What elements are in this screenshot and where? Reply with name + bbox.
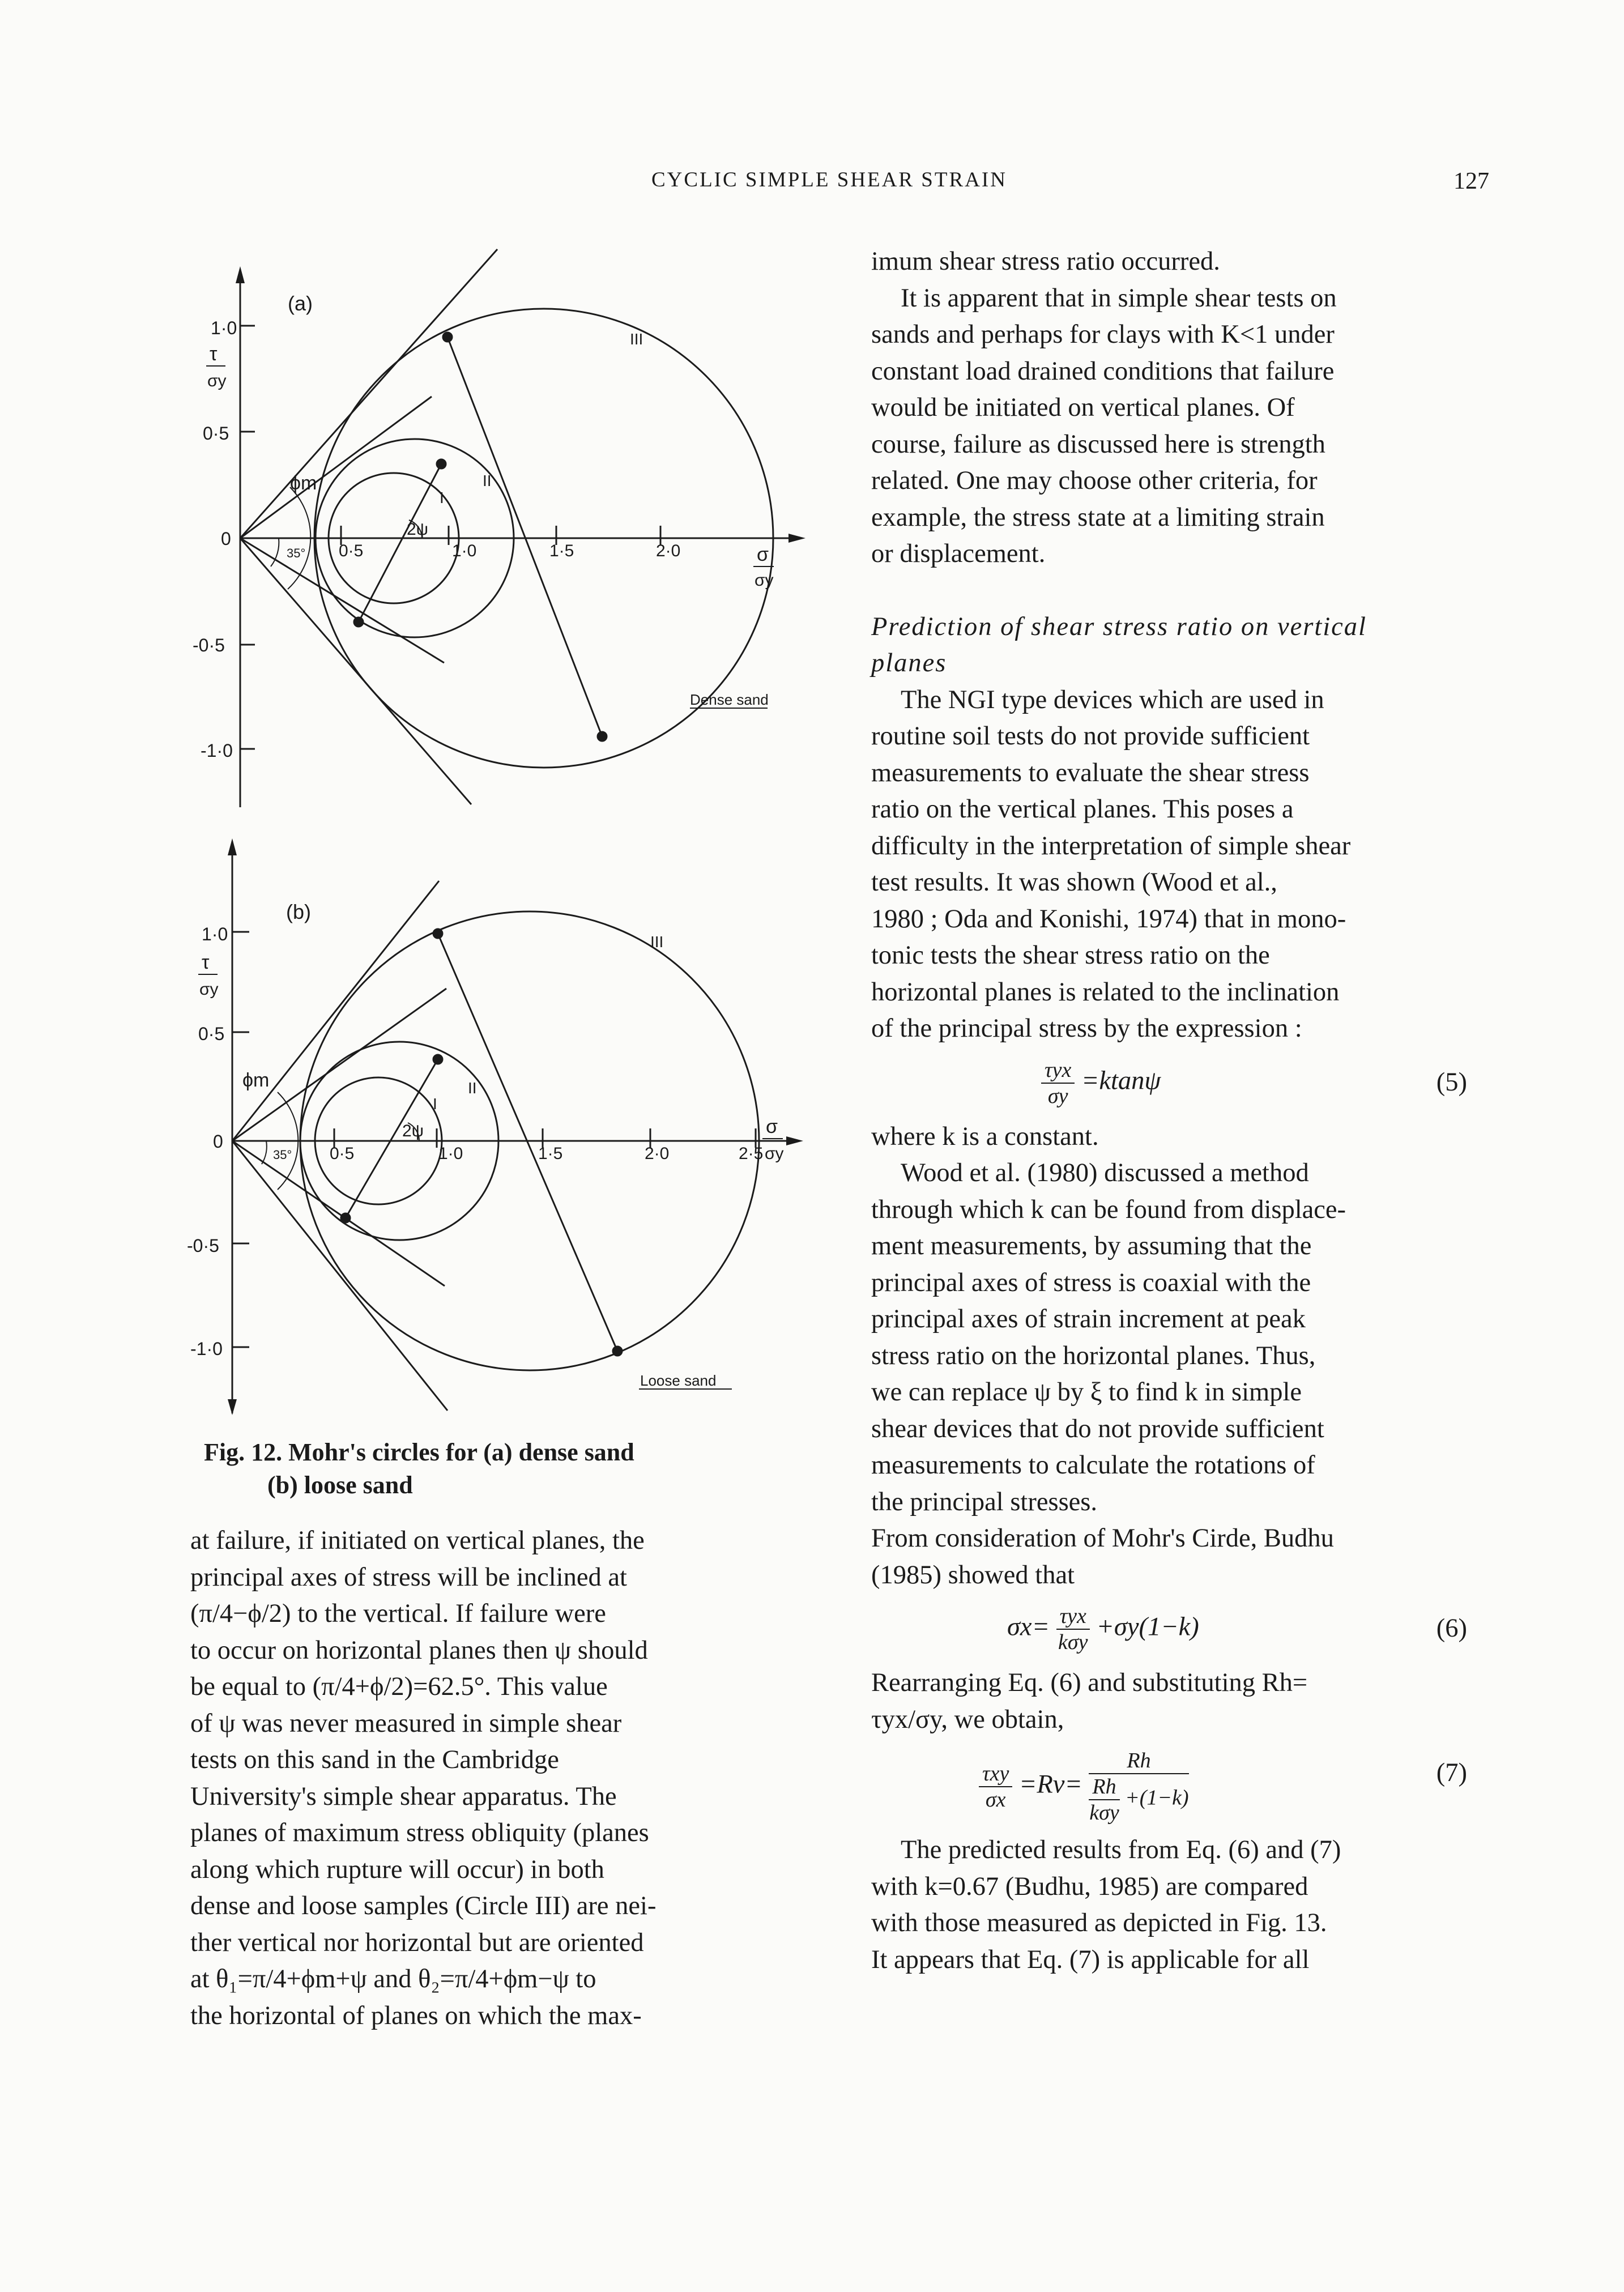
- right-line: of the principal stress by the expression :: [871, 1014, 1302, 1043]
- right-line: through which k can be found from displace-: [871, 1195, 1346, 1224]
- b-diameter-I: [346, 1059, 438, 1218]
- right-line: we can replace ψ by ξ to find k in simple: [871, 1378, 1302, 1407]
- left-line: be equal to (π/4+ϕ/2)=62.5°. This value: [190, 1672, 608, 1701]
- right-line: It appears that Eq. (7) is applicable for all: [871, 1945, 1310, 1974]
- left-column: [190, 1523, 809, 2034]
- right-line: difficulty in the interpretation of simple shear: [871, 831, 1351, 860]
- eq7-mid: =Rv=: [1018, 1770, 1082, 1799]
- left-line: at failure, if initiated on vertical planes, the: [190, 1526, 645, 1555]
- eq7-numerator: τxy: [979, 1761, 1012, 1787]
- a-xlabel-bottom: σy: [755, 571, 774, 590]
- left-line: planes of maximum stress obliquity (planes: [190, 1818, 649, 1847]
- right-line: 1980 ; Oda and Konishi, 1974) that in mono-: [871, 904, 1346, 934]
- b-two-psi-label: 2ψ: [402, 1122, 424, 1140]
- eq7-inner-fraction: [1089, 1774, 1119, 1825]
- left-line: of ψ was never measured in simple shear: [190, 1709, 622, 1738]
- eq7-inner-tail: +(1−k): [1125, 1786, 1189, 1810]
- caption-line-1: Fig. 12. Mohr's circles for (a) dense sand: [204, 1438, 634, 1466]
- right-line: Wood et al. (1980) discussed a method: [901, 1158, 1309, 1187]
- eq6-lhs: σx=: [1007, 1612, 1050, 1642]
- right-line: where k is a constant.: [871, 1122, 1099, 1151]
- left-line: (π/4−ϕ/2) to the vertical. If failure were: [190, 1599, 606, 1628]
- right-line: tonic tests the shear stress ratio on the: [871, 941, 1270, 970]
- right-line: constant load drained conditions that failure: [871, 356, 1335, 386]
- equation-6: [871, 1598, 1490, 1660]
- b-phi-m-label: ϕm: [242, 1070, 270, 1091]
- equation-5: [871, 1052, 1490, 1114]
- a-circle-I-label: I: [440, 489, 444, 506]
- a-line-mid-upper: [240, 397, 432, 538]
- right-line: Rearranging Eq. (6) and substituting Rh=: [871, 1668, 1308, 1697]
- section-heading: planes: [871, 649, 947, 678]
- a-phi-m-label: ϕm: [290, 472, 317, 494]
- b-diameter-III: [438, 934, 617, 1351]
- right-line: or displacement.: [871, 539, 1046, 568]
- b-ytick-label-m05: -0·5: [187, 1236, 219, 1256]
- b-point-3: [341, 1213, 350, 1222]
- b-angle-label: 35°: [273, 1148, 292, 1162]
- right-line: (1985) showed that: [871, 1560, 1075, 1590]
- a-ytick-label-1: 1·0: [211, 318, 237, 338]
- eq7-denominator: σx: [985, 1788, 1006, 1812]
- right-column: [871, 244, 1490, 1978]
- a-point-1: [443, 333, 452, 342]
- b-ytick-label-1: 1·0: [202, 924, 228, 944]
- eq7-fraction-left: [979, 1761, 1012, 1812]
- right-line: with those measured as depicted in Fig. 13.: [871, 1908, 1327, 1937]
- a-ytick-label-m05: -0·5: [193, 635, 225, 655]
- a-angle-label: 35°: [287, 546, 306, 560]
- b-ytick-label-m1: -1·0: [190, 1339, 223, 1359]
- right-line: routine soil tests do not provide sufficient: [871, 722, 1310, 751]
- b-circle-III-label: III: [650, 933, 664, 951]
- b-panel-label: (b): [286, 900, 311, 923]
- right-line: It is apparent that in simple shear tests on: [901, 283, 1337, 313]
- eq7-right-numerator: Rh: [1089, 1748, 1188, 1774]
- a-ytick-label-05: 0·5: [203, 423, 229, 444]
- equation-7: [871, 1743, 1490, 1827]
- eq5-label: (5): [1436, 1067, 1467, 1097]
- b-ylabel-top: τ: [202, 952, 210, 973]
- right-line: shear devices that do not provide sufficient: [871, 1414, 1324, 1443]
- right-line: example, the stress state at a limiting strain: [871, 502, 1325, 532]
- right-line: The NGI type devices which are used in: [901, 685, 1324, 714]
- right-line: ment measurements, by assuming that the: [871, 1232, 1312, 1260]
- eq7-inner-numerator: Rh: [1089, 1774, 1119, 1800]
- b-envelope-upper: [232, 881, 439, 1141]
- a-xlabel-top: σ: [757, 544, 769, 565]
- a-point-2: [437, 459, 446, 468]
- right-line: related. One may choose other criteria, for: [871, 466, 1318, 495]
- right-line: The predicted results from Eq. (6) and (7): [901, 1835, 1341, 1864]
- eq7-inner-denominator: kσy: [1089, 1801, 1119, 1825]
- eq6-label: (6): [1436, 1614, 1467, 1643]
- b-y-arrow: [228, 838, 237, 855]
- b-circle-II-label: II: [468, 1079, 477, 1097]
- right-line: From consideration of Mohr's Cirde, Budhu: [871, 1524, 1334, 1553]
- panel-b-plot: [228, 838, 803, 1415]
- running-title: CYCLIC SIMPLE SHEAR STRAIN: [651, 168, 1007, 191]
- panel-a-plot: [236, 249, 805, 807]
- eq5-denominator: σy: [1047, 1084, 1068, 1108]
- a-diameter-III: [447, 337, 602, 736]
- a-xtick-label-20: 2·0: [656, 542, 681, 560]
- a-ytick-label-m1: -1·0: [201, 740, 233, 761]
- b-point-4: [613, 1347, 622, 1356]
- a-point-3: [354, 617, 363, 627]
- eq6-fraction: [1056, 1604, 1090, 1655]
- right-line: ratio on the vertical planes. This poses a: [871, 795, 1294, 824]
- a-xtick-label-15: 1·5: [549, 542, 574, 560]
- a-point-4: [598, 732, 607, 741]
- left-line: principal axes of stress will be inclined at: [190, 1562, 627, 1592]
- a-35-arc: [271, 538, 279, 566]
- b-point-2: [433, 1055, 442, 1064]
- left-line: at θ₁=π/4+ϕm+ψ and θ₂=π/4+ϕm−ψ to: [190, 1965, 596, 1993]
- b-xlabel-top: σ: [766, 1116, 778, 1138]
- a-circle-III-label: III: [630, 330, 643, 348]
- eq7-label: (7): [1436, 1758, 1467, 1787]
- right-line: principal axes of strain increment at peak: [871, 1305, 1306, 1334]
- a-panel-label: (a): [288, 292, 313, 315]
- b-ytick-label-05: 0·5: [198, 1024, 225, 1044]
- right-line: measurements to evaluate the shear stress: [871, 758, 1310, 787]
- a-y-arrow: [236, 266, 245, 283]
- right-line: with k=0.67 (Budhu, 1985) are compared: [871, 1872, 1308, 1901]
- caption-line-2: (b) loose sand: [267, 1471, 413, 1499]
- a-envelope-lower: [240, 538, 471, 804]
- right-line: the principal stresses.: [871, 1487, 1098, 1516]
- b-legend-label: Loose sand: [640, 1372, 717, 1389]
- left-line: to occur on horizontal planes then ψ should: [190, 1635, 648, 1665]
- right-line: imum shear stress ratio occurred.: [871, 247, 1220, 276]
- page-number: 127: [1453, 168, 1489, 194]
- eq6-numerator: τyx: [1056, 1604, 1090, 1630]
- a-circle-II-label: II: [483, 472, 492, 489]
- figure-caption: [204, 1436, 827, 1502]
- b-ylabel-bottom: σy: [199, 980, 219, 999]
- b-point-1: [433, 929, 442, 938]
- b-ytick-label-0: 0: [213, 1131, 223, 1152]
- b-x-arrow: [786, 1136, 803, 1145]
- b-xtick-label-25: 2·5: [739, 1144, 764, 1163]
- right-line: course, failure as discussed here is strength: [871, 429, 1325, 459]
- a-ylabel-bottom: σy: [207, 372, 227, 390]
- a-xtick-label-05: 0·5: [339, 542, 364, 560]
- a-x-arrow: [788, 534, 805, 543]
- left-line: along which rupture will occur) in both: [190, 1855, 604, 1884]
- right-line: stress ratio on the horizontal planes. Thus,: [871, 1341, 1316, 1370]
- b-xtick-label-10: 1·0: [438, 1144, 463, 1163]
- a-ylabel-top: τ: [210, 343, 218, 365]
- b-xtick-label-20: 2·0: [645, 1144, 670, 1163]
- eq5-numerator: τyx: [1041, 1058, 1075, 1084]
- right-line: τyx/σy, we obtain,: [871, 1705, 1064, 1734]
- left-line: tests on this sand in the Cambridge: [190, 1745, 559, 1774]
- section-gap: [871, 573, 1490, 609]
- eq5-fraction: [1041, 1058, 1075, 1109]
- b-xtick-label-15: 1·5: [538, 1144, 563, 1163]
- right-line: test results. It was shown (Wood et al.,: [871, 868, 1277, 897]
- b-y-arrow-bottom: [228, 1399, 237, 1415]
- b-xlabel-bottom: σy: [765, 1144, 784, 1163]
- eq5-rhs: =ktanψ: [1081, 1066, 1161, 1096]
- a-two-psi-label: 2ψ: [407, 520, 429, 539]
- right-line: sands and perhaps for clays with K<1 under: [871, 320, 1335, 349]
- eq6-denominator: kσy: [1058, 1630, 1088, 1654]
- a-legend-label: Dense sand: [690, 691, 769, 708]
- b-envelope-lower: [232, 1141, 447, 1411]
- a-diameter-I: [359, 464, 441, 622]
- a-envelope-upper: [240, 249, 497, 538]
- b-circle-I-label: I: [433, 1095, 437, 1113]
- a-ytick-label-0: 0: [221, 529, 231, 549]
- right-line: would be initiated on vertical planes. Of: [871, 393, 1295, 422]
- right-line: measurements to calculate the rotations of: [871, 1451, 1315, 1480]
- right-line: principal axes of stress is coaxial with the: [871, 1268, 1311, 1297]
- left-line: the horizontal of planes on which the max-: [190, 2001, 642, 2030]
- left-line: dense and loose samples (Circle III) are nei-: [190, 1891, 657, 1920]
- left-line: University's simple shear apparatus. The: [190, 1782, 617, 1811]
- right-line: horizontal planes is related to the inclination: [871, 977, 1340, 1007]
- left-line: ther vertical nor horizontal but are oriented: [190, 1928, 644, 1957]
- eq7-fraction-right: [1089, 1748, 1188, 1825]
- a-xtick-label-10: 1·0: [452, 542, 477, 560]
- b-xtick-label-05: 0·5: [330, 1144, 355, 1163]
- eq7-right-denominator: [1089, 1774, 1188, 1825]
- section-heading: Prediction of shear stress ratio on vertical: [871, 612, 1367, 641]
- eq6-rhs: +σy(1−k): [1096, 1612, 1199, 1642]
